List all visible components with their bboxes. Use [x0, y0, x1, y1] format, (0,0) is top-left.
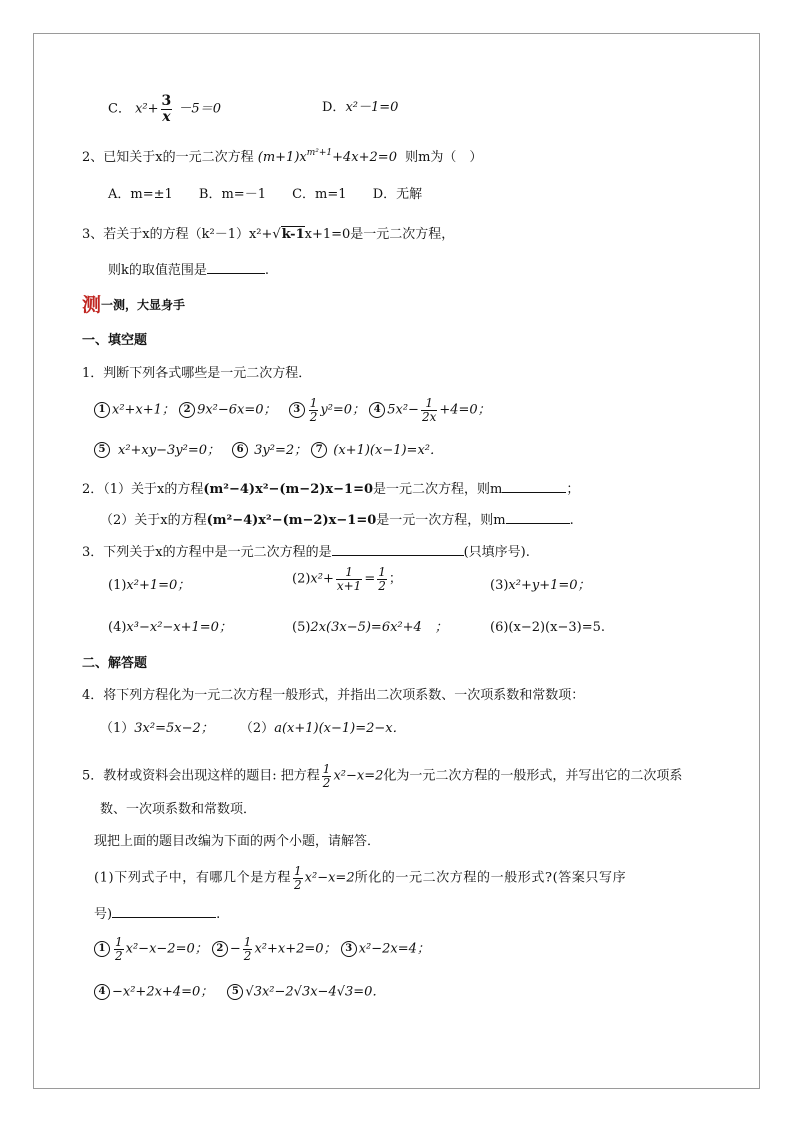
- problem-5-sub1-end: 号) .: [94, 907, 221, 922]
- problem-3-item-4: (4)x³−x²−x+1=0；: [108, 620, 232, 635]
- section-solve: 二、解答题: [82, 656, 148, 671]
- answer-blank[interactable]: [502, 480, 566, 493]
- option-c: C． x²+ $\frac{3}{x}$ －5＝0: [108, 93, 221, 125]
- problem-3-item-1: (1)x²+1=0；: [108, 578, 191, 593]
- problem-4-title: 4．将下列方程化为一元二次方程一般形式，并指出二次项系数、一次项系数和常数项：: [82, 688, 585, 703]
- problem-5-line1: 5．教材或资料会出现这样的题目: 把方程 $\frac{1}{2}$ x²−x=2化为一元二次方程的一般形式，并写出它的二次项系: [82, 762, 683, 790]
- problem-5-line2: 数、一次项系数和常数项．: [100, 802, 257, 817]
- problem-3-item-6: (6)(x−2)(x−3)=5.: [490, 620, 605, 635]
- problem-3-item-5: (5)2x(3x−5)=6x²+4 ；: [292, 620, 448, 635]
- problem-5-sub1: (1)下列式子中，有哪几个是方程 $\frac{1}{2}$ x²−x=2所化的一元二次方程的一般形式?(答案只写序: [94, 864, 627, 892]
- problem-1-row1: 1 x²+x+1； 2 9x²−6x=0； 3 $\frac{1}{2}$ y²=0； 4 5x²− $\frac{1}{2x}$ +4=0；: [94, 397, 491, 423]
- test-heading: 测一测，大显身手: [82, 294, 186, 316]
- problem-1-title: 1．判断下列各式哪些是一元二次方程．: [82, 366, 312, 381]
- problem-5-options-row1: 1 $\frac{1}{2}$ x²−x−2=0； 2 − $\frac{1}{2}$ x²+x+2=0； 3 x²−2x=4；: [94, 936, 430, 962]
- answer-blank[interactable]: [506, 511, 570, 524]
- section-fill-blank: 一、填空题: [82, 333, 148, 348]
- answer-blank[interactable]: [112, 905, 216, 918]
- answer-blank[interactable]: [332, 543, 464, 556]
- problem-5-line3: 现把上面的题目改编为下面的两个小题，请解答．: [94, 834, 381, 849]
- problem-3-item-2: (2)x²+ $\frac{1}{x+1}$ = $\frac{1}{2}$ ；: [292, 565, 402, 593]
- problem-2-b: （2）关于x的方程(m²−4)x²−(m−2)x−1=0是一元一次方程，则m .: [100, 513, 574, 528]
- question-3: 3、若关于x的方程（k²－1）x²+√k-1x+1=0是一元二次方程，: [82, 227, 455, 242]
- fraction: $\frac{3}{x}$: [161, 93, 172, 125]
- problem-3-title: 3．下列关于x的方程中是一元二次方程的是 (只填序号).: [82, 545, 530, 560]
- problem-3-item-3: (3)x²+y+1=0；: [490, 578, 591, 593]
- problem-2-a: 2．（1）关于x的方程(m²−4)x²−(m−2)x−1=0是一元二次方程，则m ；: [82, 482, 580, 497]
- question-3-line2: 则k的取值范围是 .: [108, 263, 270, 278]
- problem-1-row2: 5 x²+xy−3y²=0； 6 3y²=2； 7 (x+1)(x−1)=x²．: [94, 442, 443, 458]
- problem-5-options-row2: 4 −x²+2x+4=0； 5 √3x²−2√3x−4√3=0．: [94, 984, 385, 1000]
- option-d: D．x²－1=0: [322, 100, 399, 115]
- question-2: 2、已知关于x的一元二次方程 $(m+1)x^{m^2+1}+4x+2=0$ 则m为（ ）: [82, 148, 483, 165]
- answer-blank[interactable]: [207, 261, 265, 274]
- problem-4-items: （1）3x²=5x−2； （2）a(x+1)(x−1)=2−x．: [100, 721, 406, 736]
- question-2-options: A．m=±1 B．m=－1 C．m=1 D．无解: [108, 187, 423, 202]
